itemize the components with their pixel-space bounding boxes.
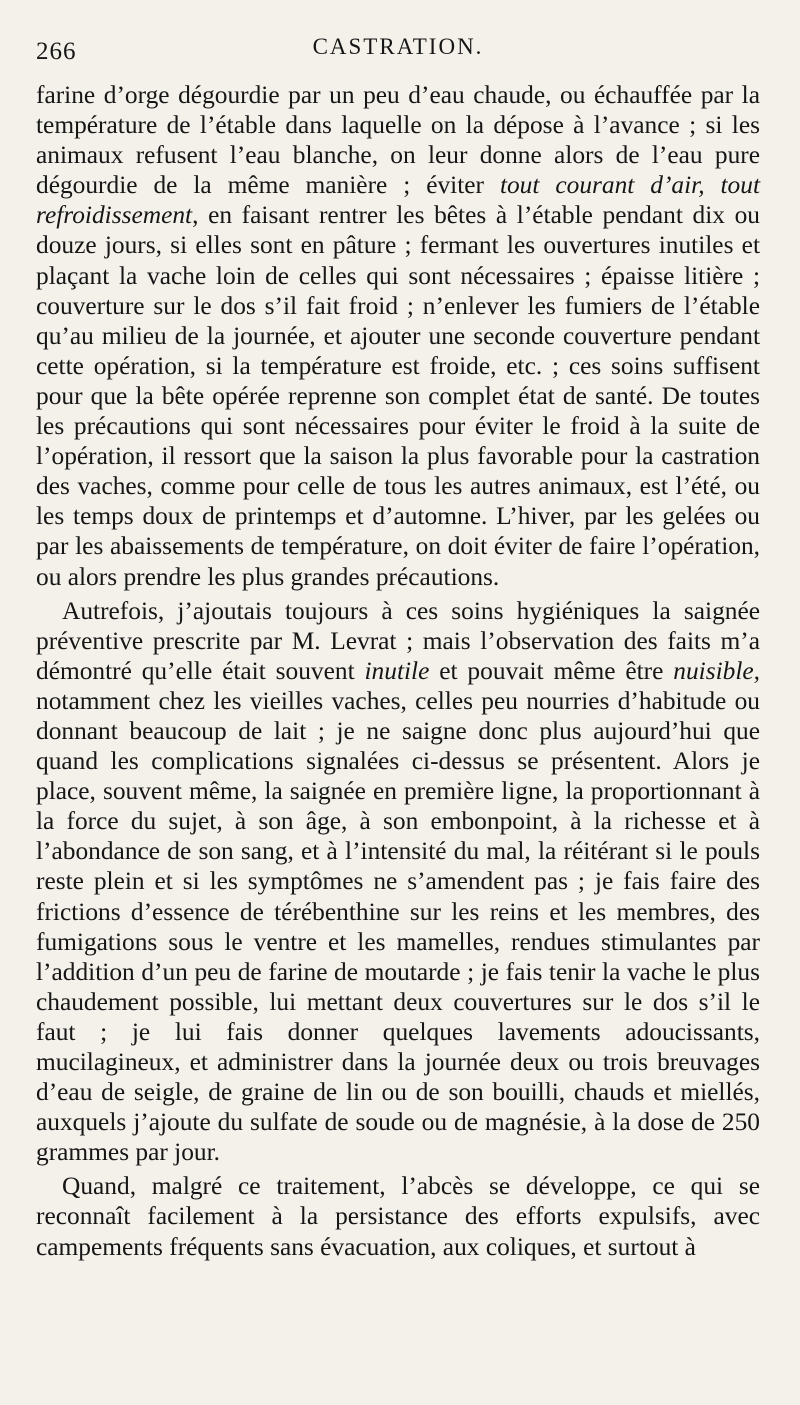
paragraph-1 <box>36 80 760 592</box>
paragraph-3 <box>36 1171 760 1261</box>
text-segment: farine d’orge dégourdie par un peu d’eau chaude, ou échauffée par la température de l’étable dans laquelle on la dépose à l’avance ; si les animaux refusent l’eau blanche, on leur donne alors de l’eau pure dégourdie de la même manière ; éviter <box>36 81 760 200</box>
chapter-title: CASTRATION. <box>312 34 484 59</box>
body-text <box>36 80 760 1262</box>
text-segment: Autrefois, j’ajoutais toujours à ces soins hygiéniques la saignée préventive prescrite par M. Levrat ; mais l’observation des faits m’a démontré qu’elle était souvent <box>36 596 760 685</box>
running-head <box>36 28 760 80</box>
text-segment: Quand, malgré ce traitement, l’abcès se développe, ce qui se reconnaît facilement à la persistance des efforts expulsifs, avec campements fréquents sans évacuation, aux coliques, et surtout à <box>36 1172 760 1261</box>
italic-word: inutile <box>364 656 430 685</box>
text-segment: , en faisant rentrer les bêtes à l’étable pendant dix ou douze jours, si elles sont en pâture ; fermant les ouvertures inutiles et plaçant la vache loin de celles qui sont nécessaires ; épaisse litière ; couverture sur le dos s’il fait froid ; n’enlever les fumiers de l’étable qu’au milieu de la journée, et ajouter une seconde couverture pendant cette opération, si la température est froide, etc. ; ces soins suffisent pour que la bête opérée reprenne son complet état de santé. De toutes les précautions qui sont nécessaires pour éviter le froid à la suite de l’opération, il ressort que la saison la plus favorable pour la castration des vaches, comme pour celle de tous les autres animaux, est l’été, ou les temps doux de printemps et d’automne. L’hiver, par les gelées ou par les abaissements de température, on doit éviter de faire l’opération, ou alors prendre les plus grandes précautions. <box>36 201 760 591</box>
italic-phrase: tout courant d’air, tout refroidissement <box>36 171 761 230</box>
text-segment: notamment chez les vieilles vaches, celles peu nourries d’habitude ou donnant beaucoup de lait ; je ne saigne donc plus aujourd’hui que quand les complications signalées ci-dessus se présentent. Alors je place, souvent même, la saignée en première ligne, la proportionnant à la force du sujet, à son âge, à son embonpoint, à la richesse et à l’abondance de son sang, et à l’intensité du mal, la réitérant si le pouls reste plein et si les symptômes ne s’amendent pas ; je fais faire des frictions d’essence de térébenthine sur les reins et les membres, des fumigations sous le ventre et les mamelles, rendues stimulantes par l’addition d’un peu de farine de moutarde ; je fais tenir la vache le plus chaudement possible, lui mettant deux couvertures sur le dos s’il le faut ; je lui fais donner quelques lavements adoucissants, mucilagineux, et administrer dans la journée deux ou trois breuvages d’eau de seigle, de graine de lin ou de son bouilli, chauds et miellés, auxquels j’ajoute du sulfate de soude ou de magnésie, à la dose de 250 grammes par jour. <box>36 686 760 1167</box>
page-number: 266 <box>36 38 77 65</box>
paragraph-2 <box>36 596 760 1168</box>
text-segment: et pouvait même être <box>429 656 674 685</box>
italic-word: nuisible, <box>673 656 760 685</box>
